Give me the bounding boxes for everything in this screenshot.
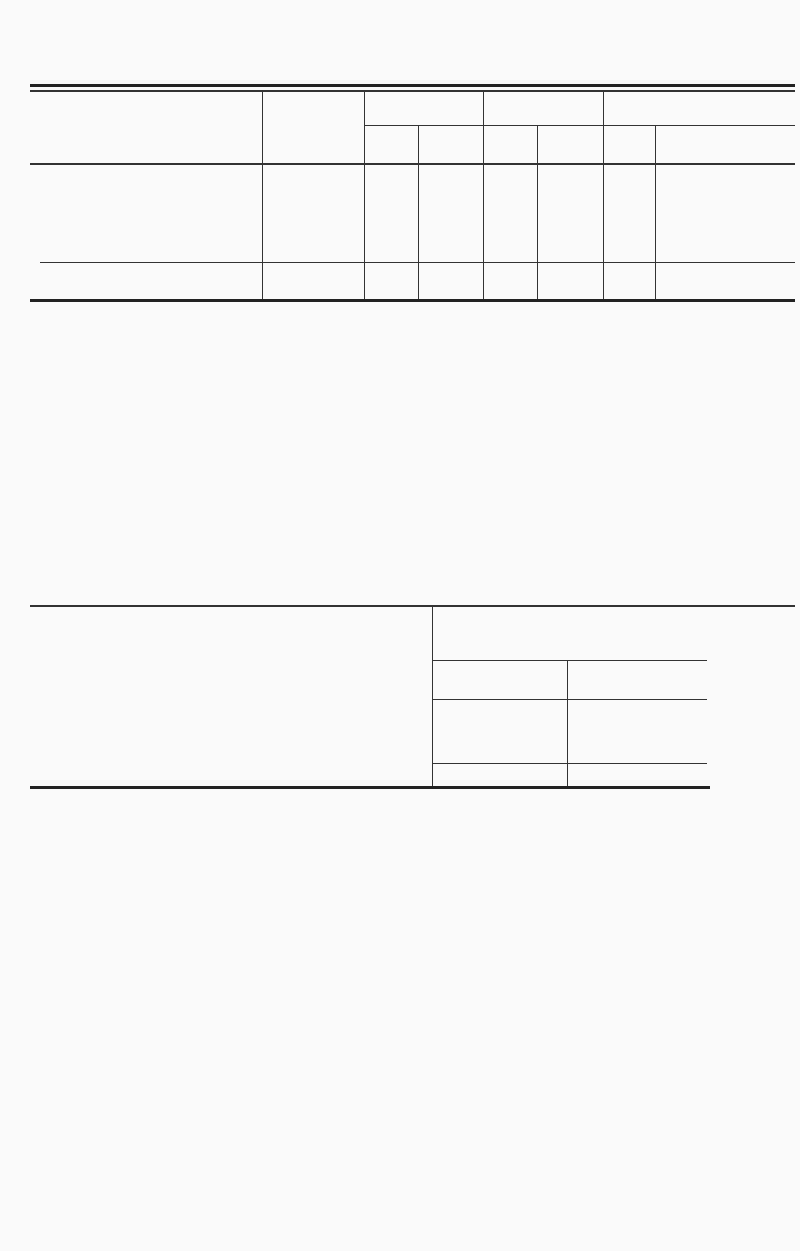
table-row [0, 209, 800, 229]
total-row [0, 272, 800, 292]
table-row [0, 165, 800, 185]
table-row [0, 187, 800, 207]
table-row [0, 231, 800, 251]
